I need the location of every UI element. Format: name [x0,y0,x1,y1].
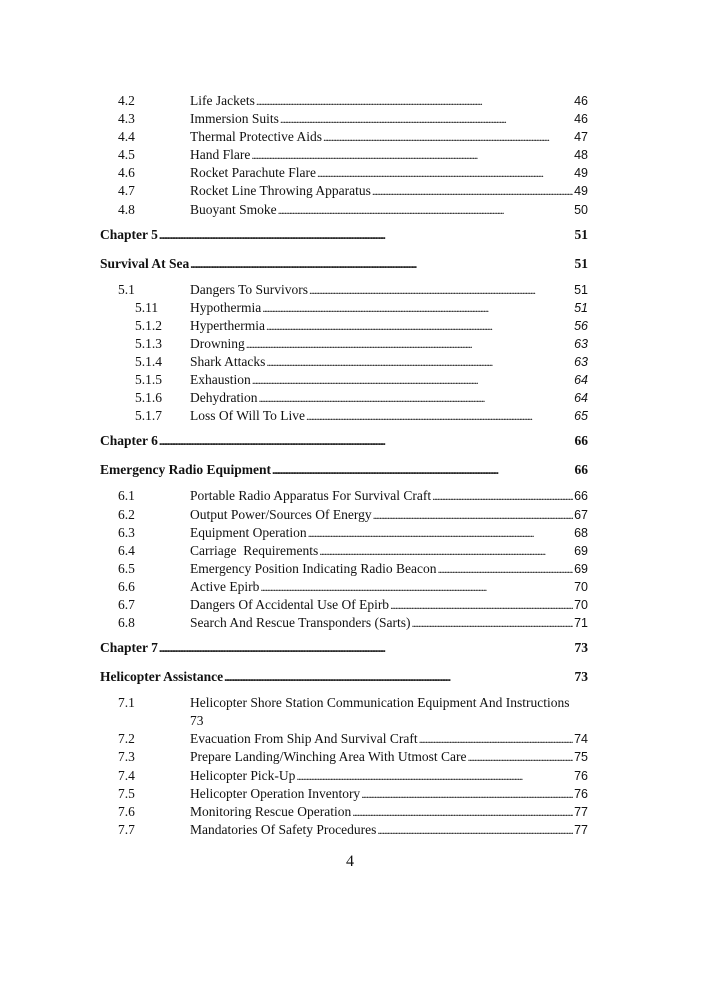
toc-entry [100,506,588,524]
toc-entry [100,821,588,839]
entry-title: Exhaustion [190,372,251,388]
entry-page: 73 [190,713,204,729]
entry-page: 75 [574,750,588,765]
entry-page: 76 [574,768,588,783]
chapter-title: Chapter 5 [100,226,158,242]
toc-group-chapter4 [100,92,588,219]
dot-leader [266,353,573,371]
chapter-subtitle-page: 73 [574,669,588,685]
entry-title: Shark Attacks [190,354,266,370]
entry-number: 4.6 [118,165,135,181]
dot-leader [323,128,573,146]
entry-title: Helicopter Pick-Up [190,767,296,783]
entry-number: 6.8 [118,615,135,631]
entry-number: 4.3 [118,111,135,127]
toc-entry [100,560,588,578]
entry-page: 49 [574,184,588,199]
entry-number: 7.3 [118,749,135,765]
dot-leader [256,92,573,110]
toc-entry [100,92,588,110]
chapter-7-heading [100,635,588,661]
toc-entry [100,524,588,542]
entry-title: Life Jackets [190,93,255,108]
entry-page: 65 [574,409,588,424]
toc-subentry [100,317,588,335]
entry-title: Prepare Landing/Winching Area With Utmost Care [190,749,467,765]
page-number: 4 [346,853,354,870]
toc-subentry [100,389,588,407]
entry-number: 7.7 [118,821,135,837]
toc-subentry [100,353,588,371]
dot-leader [467,748,573,766]
entry-title: Dangers To Survivors [190,281,309,297]
dot-leader [159,635,574,661]
toc-entry [100,146,588,164]
toc-entry [100,281,588,299]
toc-entry [100,614,588,632]
chapter-subtitle: Helicopter Assistance [100,669,224,685]
entry-title-block [190,694,569,730]
entry-page: 66 [574,489,588,504]
entry-page: 51 [574,300,588,315]
toc-subentry [100,335,588,353]
entry-number: 7.2 [118,731,135,747]
chapter-subtitle: Survival At Sea [100,255,190,271]
dot-leader [309,281,573,299]
entry-title: Drowning [190,335,245,351]
chapter-page: 73 [574,640,588,656]
dot-leader [306,407,573,425]
dot-leader [296,767,573,785]
entry-page: 77 [574,804,588,819]
entry-number: 6.3 [118,524,135,540]
toc-entry [100,730,588,748]
dot-leader [280,110,573,128]
table-of-contents [100,92,588,839]
entry-title: Helicopter Operation Inventory [190,785,361,801]
entry-number: 5.1.2 [135,317,162,333]
toc-entry [100,182,588,200]
entry-number: 4.4 [118,129,135,145]
entry-number: 6.1 [118,488,135,504]
dot-leader [190,251,573,277]
toc-subentry [100,299,588,317]
dot-leader [372,182,573,200]
entry-number: 7.1 [118,695,135,711]
entry-number: 6.6 [118,578,135,594]
dot-leader [251,146,573,164]
dot-leader [319,542,573,560]
chapter-subtitle: Emergency Radio Equipment [100,462,272,478]
entry-number: 6.2 [118,506,135,522]
dot-leader [272,457,573,483]
chapter-5-heading [100,222,588,248]
dot-leader [377,821,573,839]
entry-number: 4.7 [118,183,135,199]
dot-leader [278,201,573,219]
toc-subentry [100,407,588,425]
entry-page: 46 [574,112,588,127]
dot-leader [262,299,573,317]
chapter-6-heading [100,428,588,454]
dot-leader [308,524,573,542]
entry-page: 71 [574,616,588,631]
toc-entry [100,487,588,505]
entry-title: Equipment Operation [190,524,307,540]
entry-title: Search And Rescue Transponders (Sarts) [190,615,411,631]
entry-number: 7.4 [118,767,135,783]
chapter-page: 66 [574,433,588,449]
entry-page: 47 [574,130,588,145]
entry-title: Portable Radio Apparatus For Survival Craft [190,488,432,504]
toc-entry [100,110,588,128]
chapter-page: 51 [574,226,588,242]
entry-page: 74 [574,732,588,747]
toc-group-chapter5 [100,281,588,426]
dot-leader [246,335,573,353]
entry-number: 5.11 [135,299,159,315]
entry-title: Rocket Parachute Flare [190,165,316,181]
entry-number: 5.1 [118,281,135,297]
entry-page: 63 [574,336,588,351]
entry-number: 5.1.4 [135,354,162,370]
entry-number: 6.7 [118,596,135,612]
entry-page: 69 [574,561,588,576]
dot-leader [437,560,573,578]
entry-page: 56 [574,318,588,333]
entry-title: Immersion Suits [190,111,279,127]
entry-title: Carriage Requirements [190,542,319,558]
chapter-title: Chapter 6 [100,433,158,449]
entry-title: Dehydration [190,390,258,406]
toc-entry [100,596,588,614]
dot-leader [260,578,573,596]
entry-number: 4.8 [118,201,135,217]
entry-title: Output Power/Sources Of Energy [190,506,372,522]
entry-title: Hyperthermia [190,317,265,333]
dot-leader [224,664,573,690]
entry-number: 6.4 [118,542,135,558]
entry-page: 64 [574,373,588,388]
entry-title: Active Epirb [190,578,260,594]
entry-title: Hypothermia [190,299,262,315]
entry-number: 5.1.5 [135,372,162,388]
entry-page: 76 [574,786,588,801]
entry-number: 5.1.6 [135,390,162,406]
entry-page: 69 [574,543,588,558]
toc-entry [100,767,588,785]
chapter-subtitle-page: 51 [574,255,588,271]
dot-leader [419,730,573,748]
entry-page: 46 [574,94,588,108]
entry-title: Mandatories Of Safety Procedures [190,821,377,837]
chapter-7-subtitle [100,664,588,690]
toc-entry [100,803,588,821]
entry-page: 51 [574,282,588,297]
entry-page: 67 [574,507,588,522]
entry-title: Rocket Line Throwing Apparatus [190,183,371,199]
toc-entry [100,201,588,219]
dot-leader [266,317,573,335]
toc-subentry [100,371,588,389]
dot-leader [258,389,573,407]
toc-entry [100,164,588,182]
entry-page: 64 [574,391,588,406]
entry-page: 77 [574,822,588,837]
entry-title: Evacuation From Ship And Survival Craft [190,731,418,747]
dot-leader [317,164,573,182]
toc-entry [100,542,588,560]
toc-group-chapter6 [100,487,588,632]
chapter-6-subtitle [100,457,588,483]
entry-title: Buoyant Smoke [190,201,277,217]
entry-number: 5.1.3 [135,335,162,351]
dot-leader [252,371,573,389]
entry-title: Emergency Position Indicating Radio Beacon [190,560,437,576]
toc-entry [100,128,588,146]
toc-entry [100,785,588,803]
chapter-subtitle-page: 66 [574,462,588,478]
entry-number: 7.5 [118,785,135,801]
dot-leader [159,222,574,248]
entry-page: 63 [574,355,588,370]
dot-leader [361,785,573,803]
toc-entry [100,578,588,596]
entry-page: 70 [574,597,588,612]
entry-page: 49 [574,166,588,181]
entry-title: Thermal Protective Aids [190,129,322,145]
chapter-5-subtitle [100,251,588,277]
dot-leader [159,428,574,454]
entry-page: 48 [574,148,588,163]
entry-title: Helicopter Shore Station Communication Equipment And Instructions [190,695,570,711]
entry-number: 4.2 [118,93,135,108]
entry-title: Loss Of Will To Live [190,408,306,424]
entry-title: Dangers Of Accidental Use Of Epirb [190,596,390,612]
toc-entry-wrapped [100,694,588,730]
entry-title: Hand Flare [190,147,251,163]
entry-number: 5.1.7 [135,408,162,424]
entry-number: 6.5 [118,560,135,576]
dot-leader [432,487,573,505]
dot-leader [390,596,573,614]
toc-group-chapter7 [100,694,588,839]
toc-entry [100,748,588,766]
chapter-title: Chapter 7 [100,640,158,656]
dot-leader [373,506,573,524]
entry-page: 50 [574,202,588,217]
entry-number: 7.6 [118,803,135,819]
entry-number: 4.5 [118,147,135,163]
entry-page: 70 [574,579,588,594]
dot-leader [411,614,573,632]
entry-title: Monitoring Rescue Operation [190,803,352,819]
entry-page: 68 [574,525,588,540]
dot-leader [352,803,573,821]
